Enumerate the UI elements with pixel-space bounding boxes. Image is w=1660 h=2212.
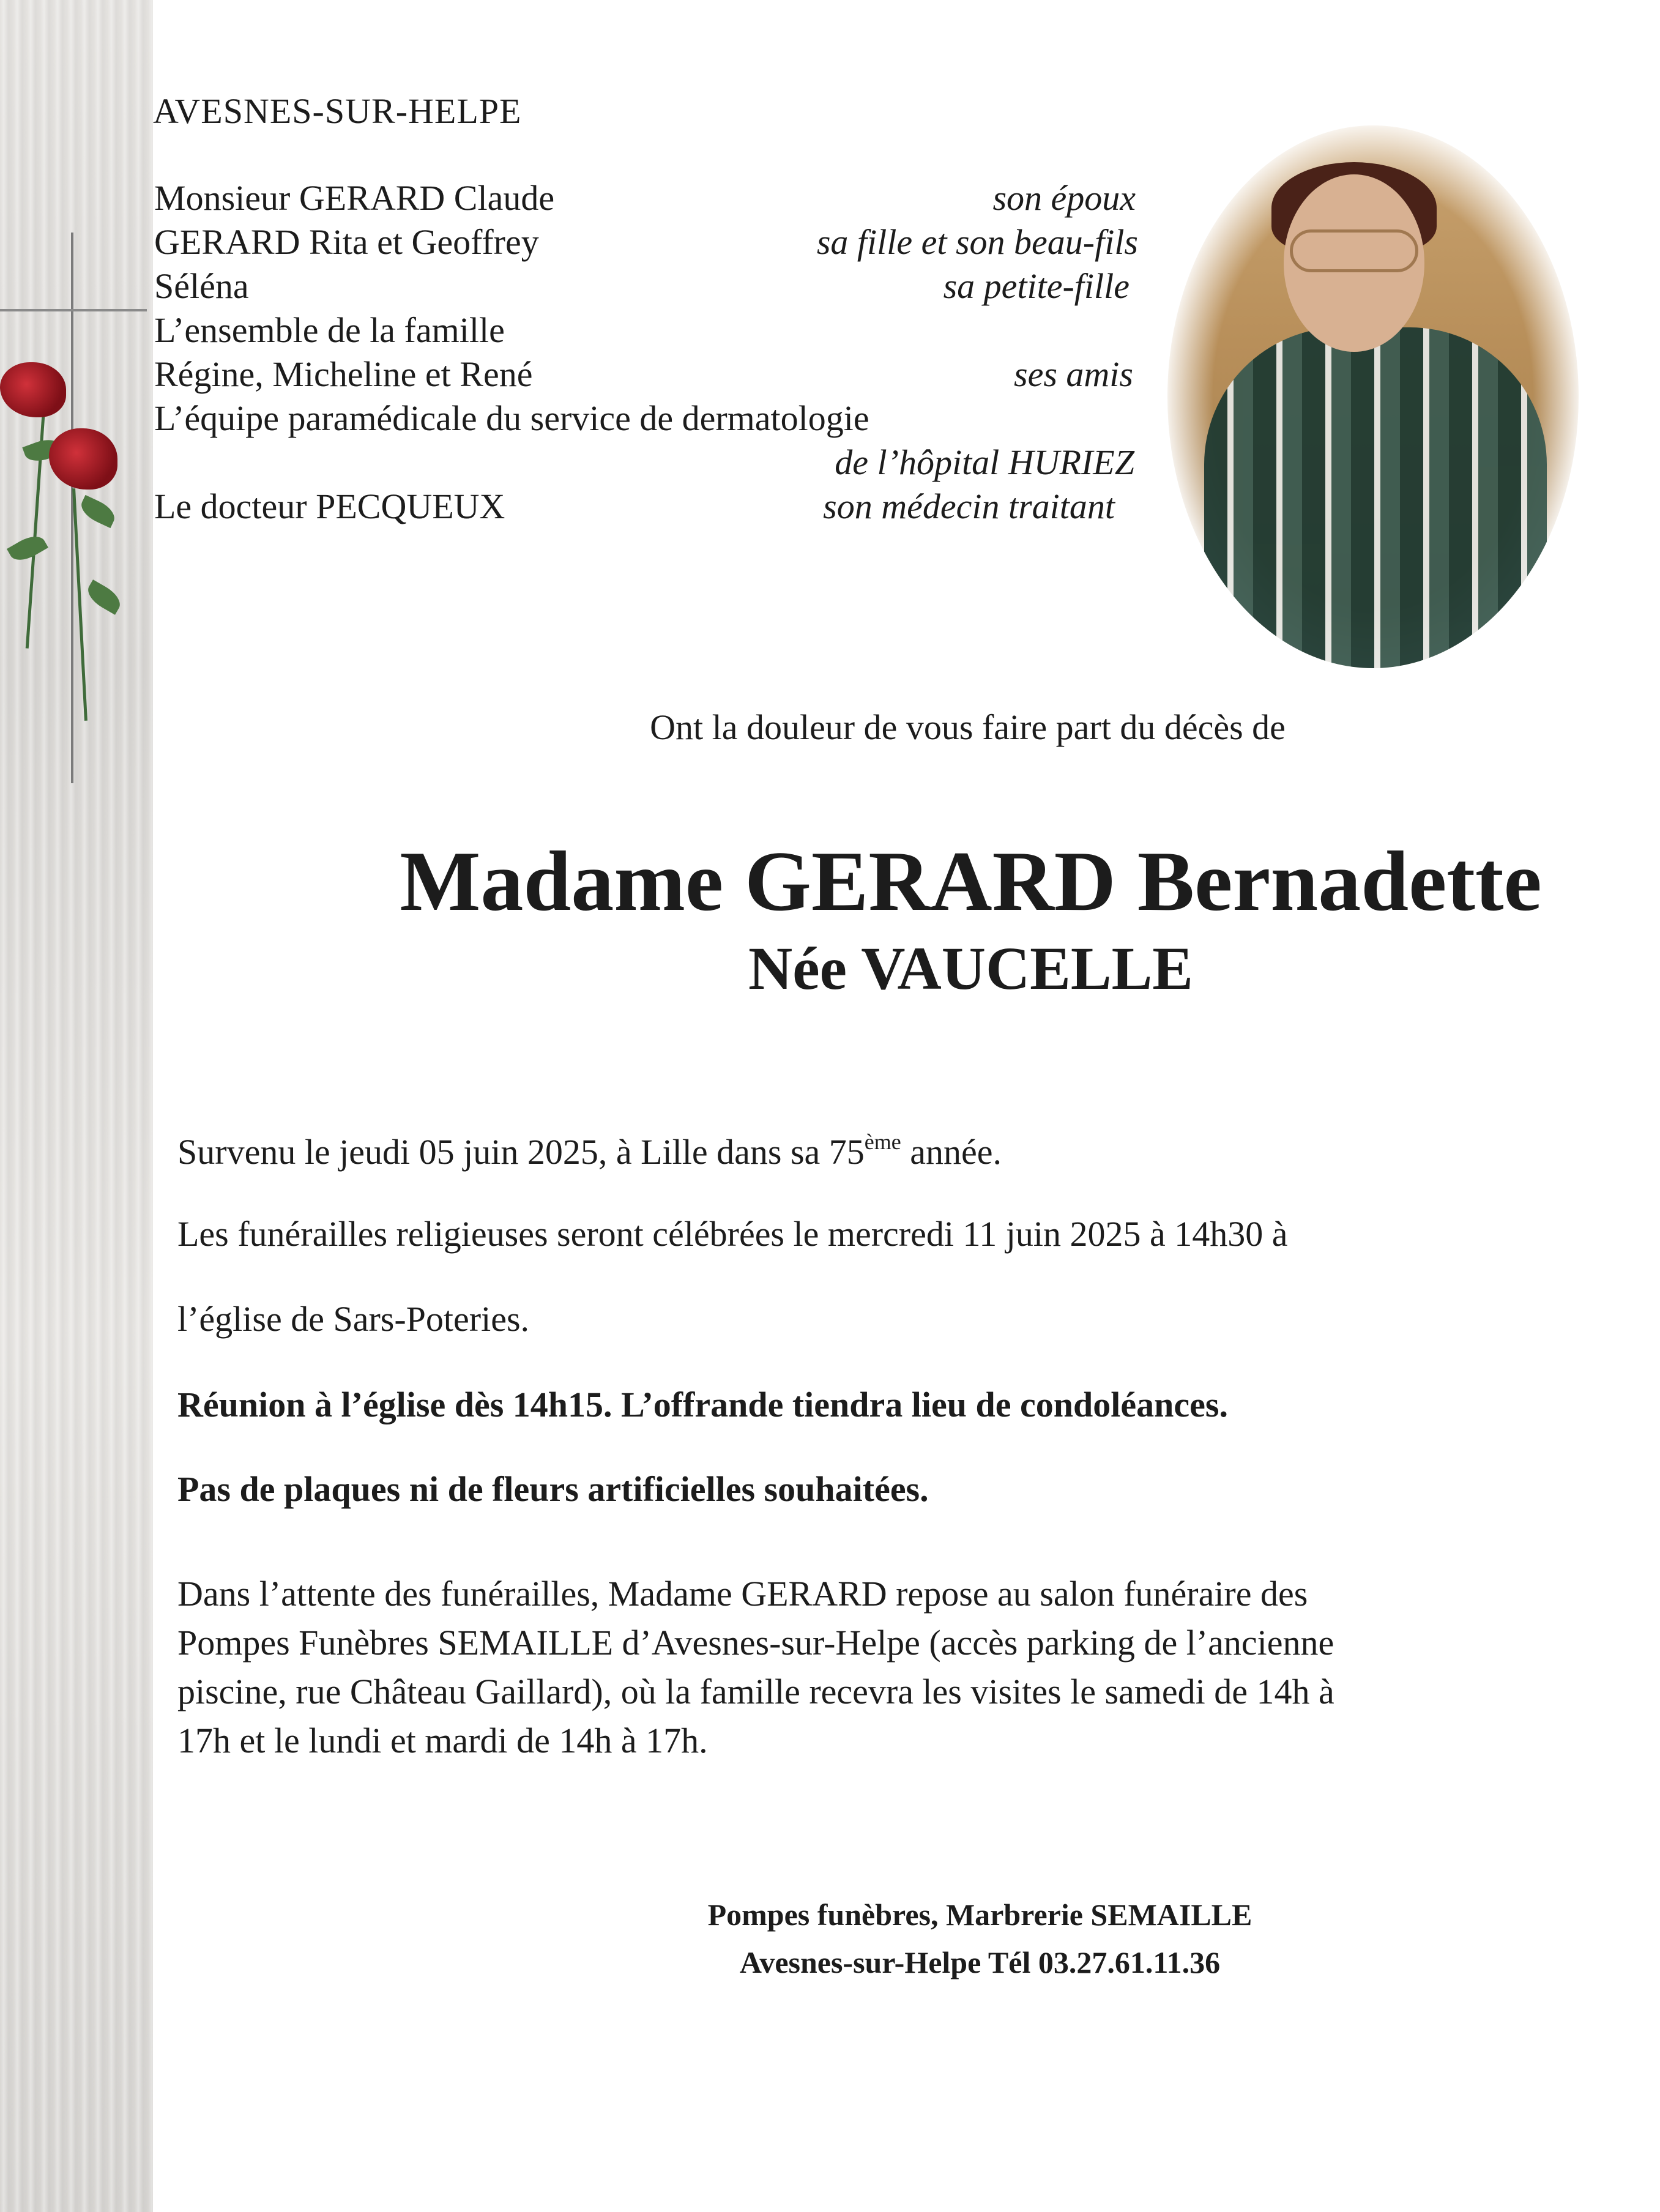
portrait-photo (1167, 125, 1579, 668)
family-relation: de l’hôpital HURIEZ (835, 442, 1134, 482)
portrait-shirt (1204, 327, 1547, 668)
visit-line: piscine, rue Château Gaillard), où la famille recevra les visites le samedi de 14h à (177, 1672, 1334, 1711)
family-relation: sa petite-fille (943, 266, 1130, 306)
family-row (154, 442, 1133, 486)
funeral-home-name: Pompes funèbres, Marbrerie SEMAILLE (707, 1897, 1252, 1932)
family-relation: sa fille et son beau-fils (816, 222, 1138, 262)
maiden-name: Née VAUCELLE (748, 934, 1193, 1002)
family-row (154, 486, 1133, 530)
family-name: L’équipe paramédicale du service de dermatologie (154, 398, 869, 438)
no-flowers-info: Pas de plaques ni de fleurs artificielles souhaitées. (177, 1469, 929, 1509)
cross-bar (0, 309, 147, 311)
family-row (154, 398, 1133, 442)
family-row (154, 310, 1133, 354)
intro-text: Ont la douleur de vous faire part du décès de (650, 707, 1286, 747)
family-relation: son médecin traitant (823, 486, 1115, 526)
family-name: Séléna (154, 266, 249, 306)
visit-line: Dans l’attente des funérailles, Madame GERARD repose au salon funéraire des (177, 1574, 1308, 1614)
city-heading: AVESNES-SUR-HELPE (153, 91, 522, 131)
funeral-info-line1: Les funérailles religieuses seront célébrées le mercredi 11 juin 2025 à 14h30 à (177, 1214, 1288, 1254)
portrait-glasses (1290, 229, 1418, 272)
family-name: GERARD Rita et Geoffrey (154, 222, 539, 262)
family-row (154, 177, 1136, 222)
decorative-wood-strip (0, 0, 153, 2212)
visit-line: 17h et le lundi et mardi de 14h à 17h. (177, 1721, 708, 1760)
family-row (154, 266, 1133, 310)
family-row (154, 354, 1133, 398)
meeting-info: Réunion à l’église dès 14h15. L’offrande tiendra lieu de condoléances. (177, 1385, 1228, 1424)
deceased-name: Madame GERARD Bernadette (400, 834, 1542, 929)
death-info: Survenu le jeudi 05 juin 2025, à Lille dans sa 75ème année. (177, 1130, 1002, 1172)
funeral-home-contact: Avesnes-sur-Helpe Tél 03.27.61.11.36 (739, 1945, 1221, 1979)
visit-line: Pompes Funèbres SEMAILLE d’Avesnes-sur-Helpe (accès parking de l’ancienne (177, 1623, 1334, 1663)
family-relation: son époux (992, 178, 1136, 218)
funeral-info-line2: l’église de Sars-Poteries. (177, 1299, 530, 1339)
family-name: Régine, Micheline et René (154, 354, 533, 394)
family-name: Monsieur GERARD Claude (154, 178, 555, 218)
family-relation: ses amis (1014, 354, 1133, 394)
family-row (154, 222, 1138, 266)
visit-info (177, 1570, 1524, 1765)
family-name: L’ensemble de la famille (154, 310, 505, 350)
family-name: Le docteur PECQUEUX (154, 486, 505, 526)
